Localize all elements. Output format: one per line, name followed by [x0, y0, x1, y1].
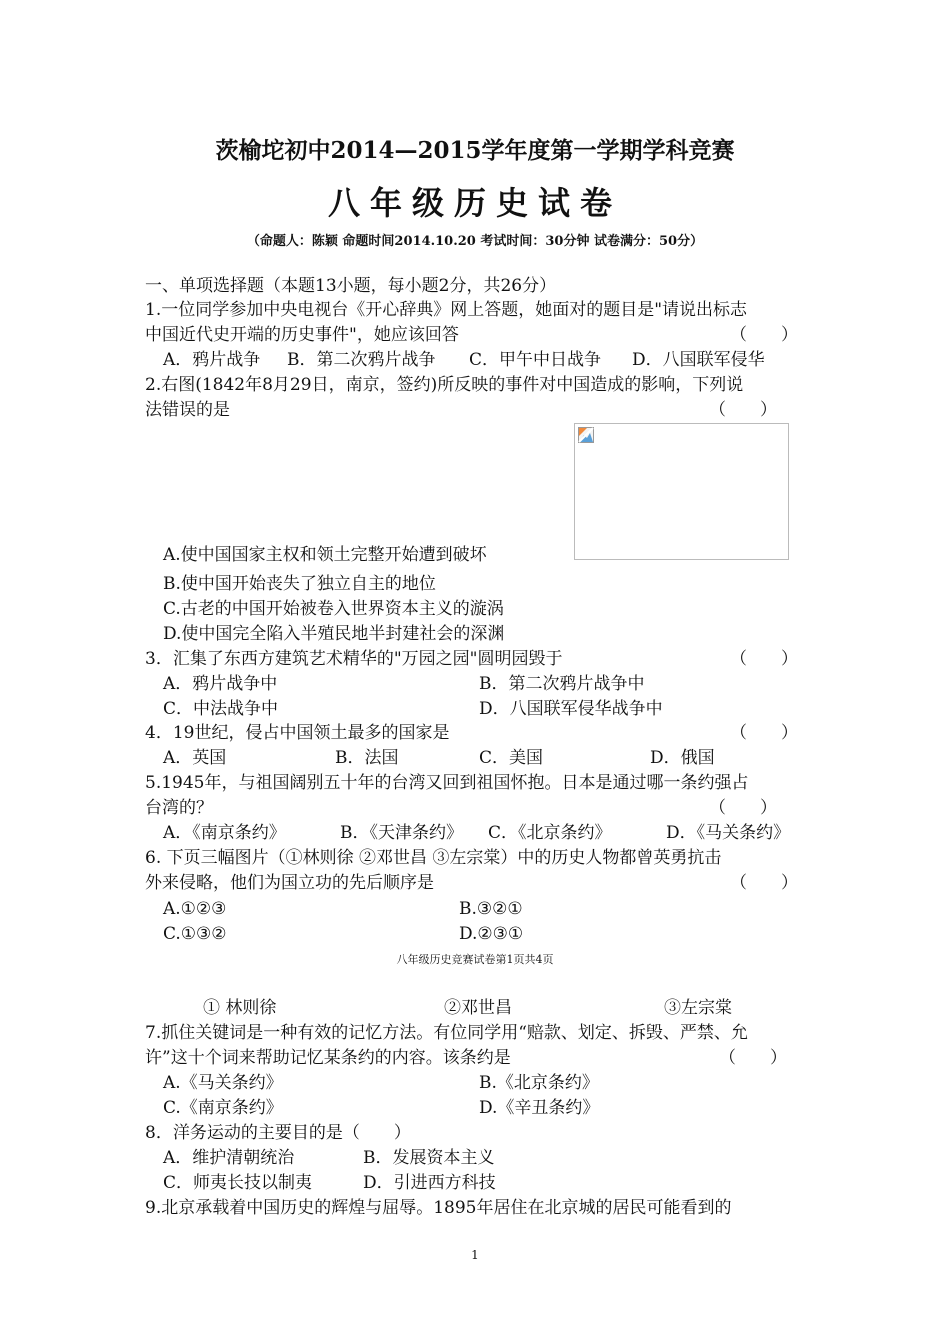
option-a: A.使中国国家主权和领土完整开始遭到破坏	[163, 545, 487, 565]
option-b: B.③②①	[459, 899, 523, 919]
option-c: C.①③②	[163, 924, 227, 944]
answer-paren: （ ）	[719, 1048, 787, 1068]
option-a: A.①②③	[163, 899, 227, 919]
section-heading: 一、单项选择题（本题13小题，每小题2分，共26分）	[145, 276, 557, 296]
caption-lin-zexu: ① 林则徐	[203, 998, 277, 1018]
option-d: D．八国联军侵华	[632, 350, 765, 370]
option-b: B．第二次鸦片战争	[287, 350, 436, 370]
option-b: B．《天津条约》	[340, 823, 463, 843]
option-c: C．《北京条约》	[488, 823, 612, 843]
caption-deng-shichang: ②邓世昌	[444, 998, 512, 1018]
question-6-line2: 外来侵略，他们为国立功的先后顺序是	[145, 873, 434, 893]
option-d: D．《马关条约》	[666, 823, 791, 843]
exam-info: （命题人：陈颖 命题时间2014.10.20 考试时间：30分钟 试卷满分：50分）	[246, 234, 704, 249]
option-a: A．鸦片战争	[163, 350, 261, 370]
question-3-line1: 3．汇集了东西方建筑艺术精华的"万园之园"圆明园毁于	[145, 649, 563, 669]
option-d: D．俄国	[650, 748, 715, 768]
option-c: C.古老的中国开始被卷入世界资本主义的漩涡	[163, 599, 504, 619]
page-footer: 八年级历史竞赛试卷第1页共4页	[396, 953, 554, 966]
option-b: B．第二次鸦片战争中	[479, 674, 645, 694]
question-5-line1: 5.1945年，与祖国阔别五十年的台湾又回到祖国怀抱。日本是通过哪一条约强占	[145, 773, 749, 793]
option-a: A．英国	[163, 748, 227, 768]
option-d: D.使中国完全陷入半殖民地半封建社会的深渊	[163, 624, 505, 644]
question-4-line1: 4．19世纪，侵占中国领土最多的国家是	[145, 723, 450, 743]
option-b: B.使中国开始丧失了独立自主的地位	[163, 574, 436, 594]
question-1-line2: 中国近代史开端的历史事件"，她应该回答	[145, 325, 459, 345]
question-2-line1: 2.右图(1842年8月29日，南京，签约)所反映的事件对中国造成的影响，下列说	[145, 375, 744, 395]
option-c: C．中法战争中	[163, 699, 279, 719]
question-5-line2: 台湾的？	[145, 798, 213, 818]
question-7-line1: 7.抓住关键词是一种有效的记忆方法。有位同学用“赔款、划定、拆毁、严禁、允	[145, 1023, 748, 1043]
option-a: A．维护清朝统治	[163, 1148, 295, 1168]
option-b: B.《北京条约》	[479, 1073, 599, 1093]
school-title: 茨榆坨初中2014—2015学年度第一学期学科竞赛	[215, 137, 735, 164]
page-number: 1	[471, 1248, 479, 1262]
question-6-line1: 6. 下页三幅图片（①林则徐 ②邓世昌 ③左宗棠）中的历史人物都曾英勇抗击	[145, 848, 722, 868]
answer-paren: （ ）	[730, 723, 798, 743]
broken-image-icon	[578, 427, 594, 443]
exam-title: 八年级历史试卷	[327, 184, 622, 222]
option-d: D.《辛丑条约》	[479, 1098, 600, 1118]
option-c: C．美国	[479, 748, 544, 768]
answer-paren: （ ）	[730, 873, 798, 893]
question-7-line2: 许”这十个词来帮助记忆某条约的内容。该条约是	[145, 1048, 511, 1068]
option-c: C.《南京条约》	[163, 1098, 283, 1118]
answer-paren: （ ）	[730, 649, 798, 669]
option-a: A．鸦片战争中	[163, 674, 278, 694]
option-b: B．发展资本主义	[363, 1148, 495, 1168]
question-8-line1: 8．洋务运动的主要目的是（ ）	[145, 1123, 411, 1143]
option-c: C．甲午中日战争	[469, 350, 602, 370]
treaty-signing-image	[574, 423, 789, 560]
option-a: A．《南京条约》	[163, 823, 286, 843]
question-1-line1: 1.一位同学参加中央电视台《开心辞典》网上答题，她面对的题目是"请说出标志	[145, 300, 748, 320]
option-d: D.②③①	[459, 924, 524, 944]
option-d: D．引进西方科技	[363, 1173, 496, 1193]
question-2-line2: 法错误的是	[145, 400, 230, 420]
answer-paren: （ ）	[709, 400, 777, 420]
answer-paren: （ ）	[709, 798, 777, 818]
caption-zuo-zongtang: ③左宗棠	[664, 998, 732, 1018]
option-d: D．八国联军侵华战争中	[479, 699, 663, 719]
answer-paren: （ ）	[730, 325, 798, 345]
question-9-line1: 9.北京承载着中国历史的辉煌与屈辱。1895年居住在北京城的居民可能看到的	[145, 1198, 732, 1218]
option-c: C．师夷长技以制夷	[163, 1173, 313, 1193]
option-a: A.《马关条约》	[163, 1073, 283, 1093]
option-b: B．法国	[335, 748, 399, 768]
